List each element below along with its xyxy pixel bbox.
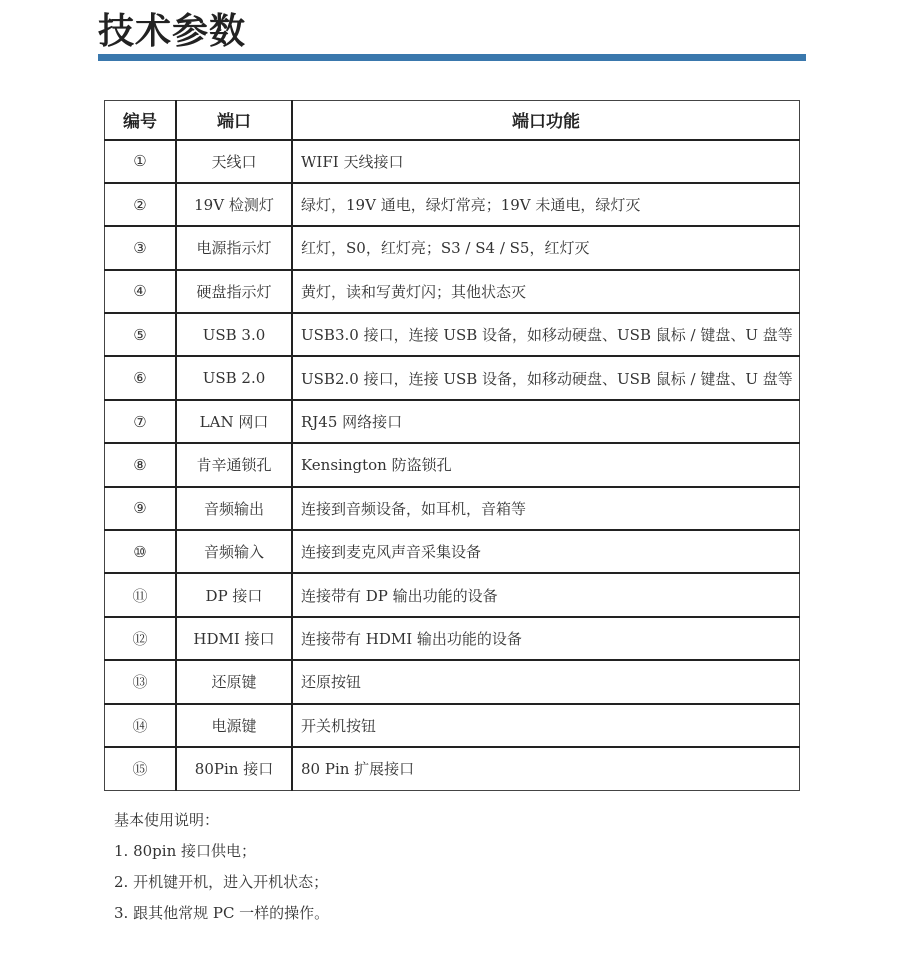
table-row [105, 270, 800, 313]
row-port: 还原键 [176, 660, 292, 703]
table-row [105, 704, 800, 747]
page-title: 技术参数 [98, 11, 247, 52]
usage-notes [114, 808, 329, 932]
title-underline-bar [98, 54, 806, 61]
row-number: ⑭ [105, 704, 177, 747]
row-number: ⑤ [105, 313, 177, 356]
row-port: 80Pin 接口 [176, 747, 292, 790]
row-function: 黄灯，读和写黄灯闪；其他状态灭 [292, 270, 800, 313]
table-row [105, 617, 800, 660]
row-port: 19V 检测灯 [176, 183, 292, 226]
row-function: USB2.0 接口，连接 USB 设备，如移动硬盘、USB 鼠标 / 键盘、U 盘等 [292, 356, 800, 399]
table-row [105, 140, 800, 183]
table-row [105, 183, 800, 226]
row-function: 红灯，S0，红灯亮；S3 / S4 / S5，红灯灭 [292, 226, 800, 269]
row-port: LAN 网口 [176, 400, 292, 443]
table-row [105, 356, 800, 399]
row-port: 天线口 [176, 140, 292, 183]
row-port: HDMI 接口 [176, 617, 292, 660]
table-row [105, 487, 800, 530]
row-number: ① [105, 140, 177, 183]
row-number: ⑩ [105, 530, 177, 573]
row-function: 绿灯，19V 通电，绿灯常亮；19V 未通电，绿灯灭 [292, 183, 800, 226]
row-port: USB 2.0 [176, 356, 292, 399]
table-row [105, 573, 800, 616]
row-function: 80 Pin 扩展接口 [292, 747, 800, 790]
row-port: DP 接口 [176, 573, 292, 616]
usage-note-item: 3. 跟其他常规 PC 一样的操作。 [114, 904, 330, 922]
row-port: 肯辛通锁孔 [176, 443, 292, 486]
row-function: 连接到麦克风声音采集设备 [292, 530, 800, 573]
header-port: 端口 [176, 101, 292, 140]
table-row [105, 226, 800, 269]
row-function: USB3.0 接口，连接 USB 设备，如移动硬盘、USB 鼠标 / 键盘、U 盘等 [292, 313, 800, 356]
row-port: 电源指示灯 [176, 226, 292, 269]
row-function: 连接带有 DP 输出功能的设备 [292, 573, 800, 616]
spec-table [104, 100, 800, 791]
row-number: ⑬ [105, 660, 177, 703]
row-function: 还原按钮 [292, 660, 800, 703]
row-number: ④ [105, 270, 177, 313]
header-number: 编号 [105, 101, 177, 140]
row-function: RJ45 网络接口 [292, 400, 800, 443]
row-port: 音频输出 [176, 487, 292, 530]
usage-note-item: 2. 开机键开机，进入开机状态； [114, 873, 329, 891]
table-row [105, 747, 800, 790]
row-function: 连接到音频设备，如耳机，音箱等 [292, 487, 800, 530]
row-number: ⑮ [105, 747, 177, 790]
row-function: WIFI 天线接口 [292, 140, 800, 183]
row-number: ⑪ [105, 573, 177, 616]
table-row [105, 313, 800, 356]
table-row [105, 530, 800, 573]
row-function: Kensington 防盗锁孔 [292, 443, 800, 486]
row-number: ③ [105, 226, 177, 269]
table-row [105, 660, 800, 703]
table-row [105, 400, 800, 443]
row-number: ⑧ [105, 443, 177, 486]
row-function: 开关机按钮 [292, 704, 800, 747]
row-number: ⑥ [105, 356, 177, 399]
row-number: ② [105, 183, 177, 226]
table-header-row [105, 101, 800, 140]
usage-notes-heading: 基本使用说明： [114, 811, 220, 829]
row-port: 硬盘指示灯 [176, 270, 292, 313]
row-number: ⑨ [105, 487, 177, 530]
usage-note-item: 1. 80pin 接口供电； [114, 842, 256, 860]
row-function: 连接带有 HDMI 输出功能的设备 [292, 617, 800, 660]
row-port: USB 3.0 [176, 313, 292, 356]
row-number: ⑫ [105, 617, 177, 660]
row-number: ⑦ [105, 400, 177, 443]
row-port: 电源键 [176, 704, 292, 747]
table-row [105, 443, 800, 486]
header-port-function: 端口功能 [292, 101, 800, 140]
row-port: 音频输入 [176, 530, 292, 573]
